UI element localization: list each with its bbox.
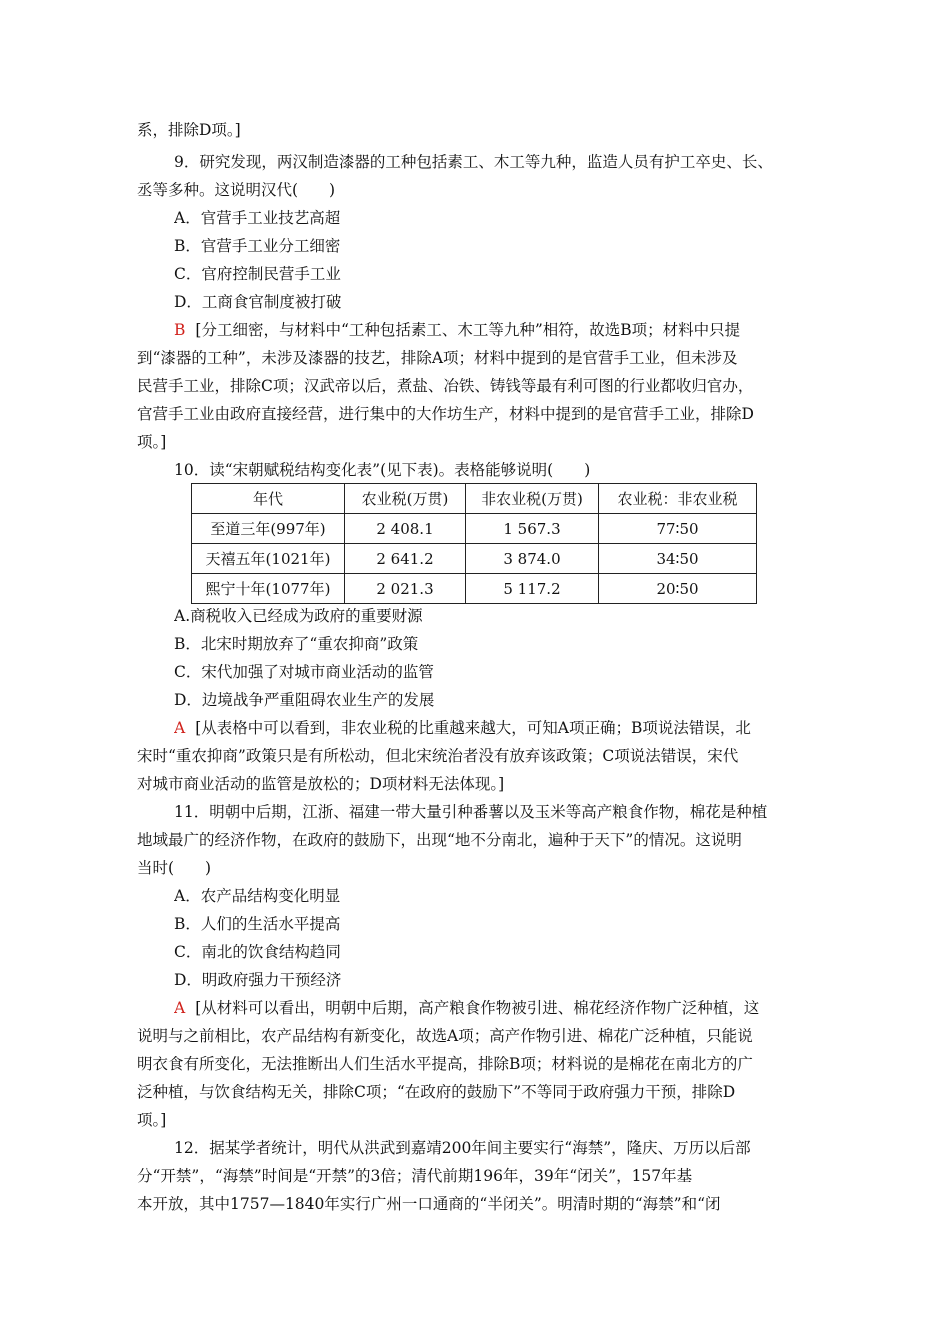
table-cell: 熙宁十年(1077年) [192,574,345,604]
q11-option-b: B．人们的生活水平提高 [174,915,341,933]
table-cell: 34∶50 [599,544,757,574]
q10-option-d: D．边境战争严重阻碍农业生产的发展 [174,691,435,709]
q10-option-a: A.商税收入已经成为政府的重要财源 [174,607,423,625]
q11-explanation-line-1: A [从材料可以看出，明朝中后期，高产粮食作物被引进、棉花经济作物广泛种植，这 [174,999,760,1017]
q11-option-c: C．南北的饮食结构趋同 [174,943,341,961]
table-header-cell: 农业税：非农业税 [599,484,757,514]
q11-option-d: D．明政府强力干预经济 [174,971,342,989]
q11-stem-line-2: 地域最广的经济作物，在政府的鼓励下，出现“地不分南北，遍种于天下”的情况。这说明 [137,831,742,849]
table-cell: 2 408.1 [345,514,466,544]
q9-answer: B [174,321,186,339]
table-cell: 天禧五年(1021年) [192,544,345,574]
q10-explanation-line-1: A [从表格中可以看到，非农业税的比重越来越大，可知A项正确；B项说法错误，北 [174,719,751,737]
table-cell: 5 117.2 [466,574,599,604]
table-header-row [192,484,757,514]
table-row [192,574,757,604]
q11-explanation-line-5: 项。] [137,1111,167,1129]
table-header-cell: 农业税(万贯) [345,484,466,514]
prev-explanation-tail: 系，排除D项。] [137,121,241,139]
q12-stem-line-1: 12．据某学者统计，明代从洪武到嘉靖200年间主要实行“海禁”，隆庆、万历以后部 [174,1139,751,1157]
q11-explanation-line-3: 明衣食有所变化，无法推断出人们生活水平提高，排除B项；材料说的是棉花在南北方的广 [137,1055,753,1073]
table-row [192,514,757,544]
table-header-cell: 非农业税(万贯) [466,484,599,514]
q9-option-a: A．官营手工业技艺高超 [174,209,341,227]
q10-option-c: C．宋代加强了对城市商业活动的监管 [174,663,434,681]
table-cell: 77∶50 [599,514,757,544]
q11-stem-line-1: 11．明朝中后期，江浙、福建一带大量引种番薯以及玉米等高产粮食作物，棉花是种植 [174,803,768,821]
q9-explanation-line-1: B [分工细密，与材料中“工种包括素工、木工等九种”相符，故选B项；材料中只提 [174,321,741,339]
q12-stem-line-2: 分“开禁”，“海禁”时间是“开禁”的3倍；清代前期196年，39年“闭关”，157年基 [137,1167,693,1185]
q10-answer: A [174,719,186,737]
table-cell: 3 874.0 [466,544,599,574]
q10-stem: 10．读“宋朝赋税结构变化表”(见下表)。表格能够说明( ) [174,461,591,479]
q10-explanation-line-2: 宋时“重农抑商”政策只是有所松动，但北宋统治者没有放弃该政策；C项说法错误，宋代 [137,747,739,765]
q11-option-a: A．农产品结构变化明显 [174,887,341,905]
q9-option-b: B．官营手工业分工细密 [174,237,341,255]
q9-explanation-line-3: 民营手工业，排除C项；汉武帝以后，煮盐、冶铁、铸钱等最有利可图的行业都收归官办， [137,377,754,395]
q9-explanation-line-2: 到“漆器的工种”，未涉及漆器的技艺，排除A项；材料中提到的是官营手工业，但未涉及 [137,349,738,367]
table-header-cell: 年代 [192,484,345,514]
q10-option-b: B．北宋时期放弃了“重农抑商”政策 [174,635,419,653]
q9-option-d: D．工商食官制度被打破 [174,293,342,311]
table-row [192,544,757,574]
q9-stem-line-2: 丞等多种。这说明汉代( ) [137,181,336,199]
q11-explanation-line-2: 说明与之前相比，农产品结构有新变化，故选A项；高产作物引进、棉花广泛种植，只能说 [137,1027,753,1045]
table-cell: 2 021.3 [345,574,466,604]
q11-explanation-line-4: 泛种植，与饮食结构无关，排除C项；“在政府的鼓励下”不等同于政府强力干预，排除D [137,1083,736,1101]
q12-stem-line-3: 本开放，其中1757—1840年实行广州一口通商的“半闭关”。明清时期的“海禁”和“闭 [137,1195,721,1213]
q10-explanation-line-3: 对城市商业活动的监管是放松的；D项材料无法体现。] [137,775,505,793]
table-cell: 至道三年(997年) [192,514,345,544]
table-cell: 1 567.3 [466,514,599,544]
song-tax-table [191,483,757,604]
table-cell: 20∶50 [599,574,757,604]
q9-explanation-line-4: 官营手工业由政府直接经营，进行集中的大作坊生产，材料中提到的是官营手工业，排除D [137,405,754,423]
q9-option-c: C．官府控制民营手工业 [174,265,341,283]
table-cell: 2 641.2 [345,544,466,574]
q11-answer: A [174,999,186,1017]
q9-explanation-line-5: 项。] [137,433,167,451]
q9-stem-line-1: 9．研究发现，两汉制造漆器的工种包括素工、木工等九种，监造人员有护工卒史、长、 [174,153,773,171]
q11-stem-line-3: 当时( ) [137,859,212,877]
